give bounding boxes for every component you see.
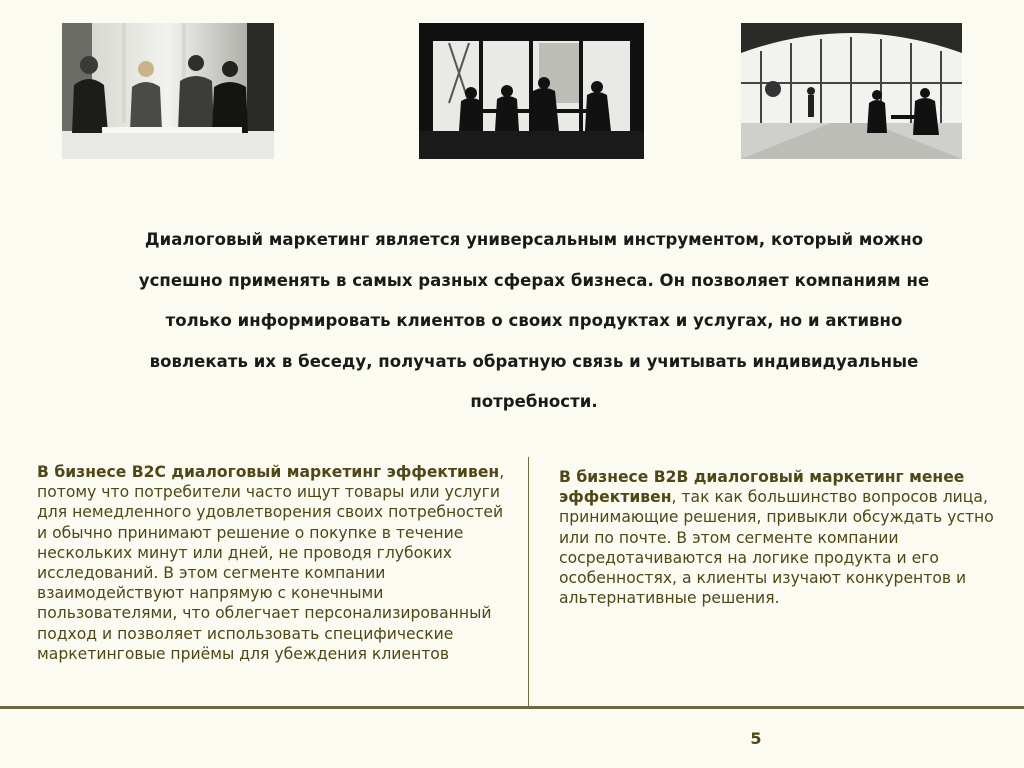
cafe-silhouettes-photo	[419, 23, 644, 159]
intro-paragraph: Диалоговый маркетинг является универсальным инструментом, который можно успешно применять в самых разных сферах бизнеса. Он позволяет компаниям не только информировать клиентов о своих продуктах и услугах, но и активно вовлекать их в беседу, получать обратную связь и учитывать индивидуальные потребности.	[138, 230, 930, 411]
footer-rule	[0, 706, 1024, 709]
b2c-body: , потому что потребители часто ищут товары или услуги для немедленного удовлетворения своих потребностей и обычно принимают решение о покупке в течение нескольких минут или дней, не проводя глубоких исследований. В этом сегменте компании взаимодействуют напрямую с конечными пользователями, что облегчает персонализированный подход и позволяет использовать специфические маркетинговые приёмы для убеждения клиентов	[37, 463, 505, 663]
b2b-body: , так как большинство вопросов лица, принимающие решения, привыкли обсуждать устно или по почте. В этом сегменте компании сосредотачиваются на логике продукта и его особенностях, а клиенты изучают конкурентов и альтернативные решения.	[559, 488, 994, 608]
b2c-heading: В бизнесе B2C диалоговый маркетинг эффективен	[37, 463, 500, 481]
business-meeting-photo	[62, 23, 274, 159]
b2b-heading: В бизнесе B2B диалоговый маркетинг менее эффективен	[559, 468, 965, 507]
page-number: 5	[750, 729, 762, 748]
b2c-paragraph	[37, 462, 513, 664]
b2b-paragraph	[559, 467, 1011, 608]
column-divider	[528, 457, 529, 706]
office-window-photo	[741, 23, 962, 159]
